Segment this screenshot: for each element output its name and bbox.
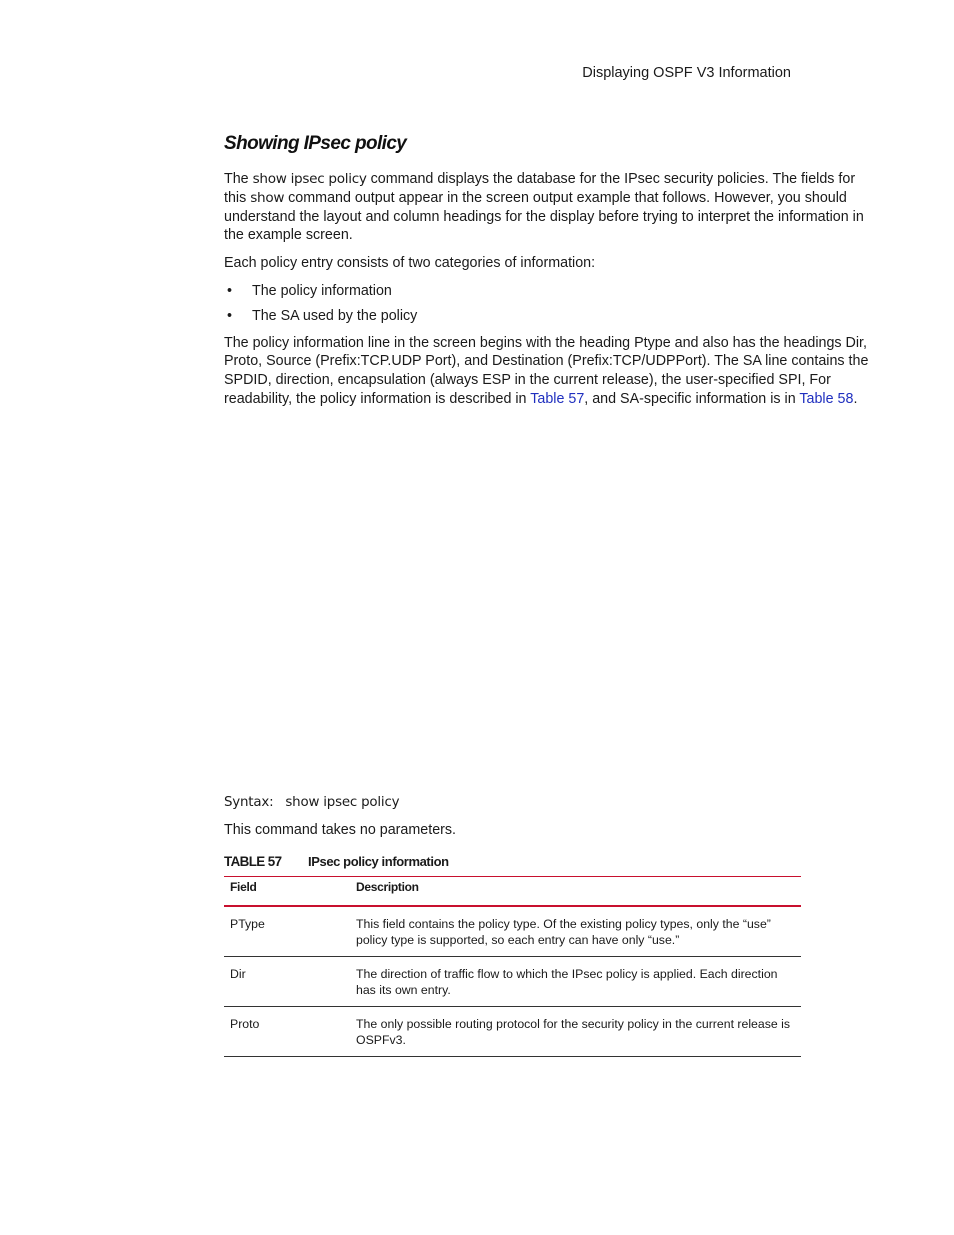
policy-text-3: . <box>853 390 858 407</box>
table-cell-description: This field contains the policy type. Of the existing policy types, only the “use” policy type is supported, so each entry can have only “use.” <box>350 906 801 957</box>
category-list <box>224 282 869 326</box>
bullet-icon: • <box>227 307 233 324</box>
table-row <box>224 957 801 1007</box>
command-show: show <box>250 189 285 206</box>
policy-text-1: The policy information line in the screen begins with the heading Ptype and also has the headings Dir, Proto, Source (Prefix:TCP.UDP Port), and Destination (Prefix:TCP/UDPPort). The SA line contains the SPDID, direction, encapsulation (always ESP in the current release), the user-specified SPI, For readability, the policy information is described in <box>224 334 869 407</box>
list-item <box>224 307 869 326</box>
no-params-text: This command takes no parameters. <box>224 822 457 838</box>
policy-text-2: , and SA-specific information is in <box>584 390 800 407</box>
table-number: TABLE 57 <box>224 854 282 869</box>
table-57-link[interactable]: Table 57 <box>530 390 585 407</box>
intro-paragraph <box>224 170 869 245</box>
running-header: Displaying OSPF V3 Information <box>582 65 791 81</box>
list-item-text: The policy information <box>252 282 392 299</box>
list-item-text: The SA used by the policy <box>252 307 418 324</box>
header-description: Description <box>350 877 801 907</box>
categories-paragraph: Each policy entry consists of two categories of information: <box>224 255 596 272</box>
list-item <box>224 282 869 301</box>
table-cell-field: PType <box>224 906 350 957</box>
table-header-row <box>224 877 801 907</box>
syntax-command: show ipsec policy <box>285 795 400 810</box>
intro-text-3: command output appear in the screen output example that follows. However, you should understand the layout and column headings for the display before trying to interpret the information in the example screen. <box>224 189 864 244</box>
table-cell-description: The direction of traffic flow to which the IPsec policy is applied. Each direction has its own entry. <box>350 957 801 1007</box>
table-title: IPsec policy information <box>308 854 449 869</box>
table-58-link[interactable]: Table 58 <box>799 390 854 407</box>
table-cell-field: Dir <box>224 957 350 1007</box>
table-row <box>224 1007 801 1057</box>
intro-text-2: command displays the database for the IPsec security policies. The fields for this <box>224 171 856 206</box>
ipsec-policy-table <box>224 876 801 1057</box>
table-row <box>224 906 801 957</box>
main-content <box>224 133 869 418</box>
section-title: Showing IPsec policy <box>224 133 407 154</box>
intro-text-1: The <box>224 171 253 187</box>
header-field: Field <box>224 877 350 907</box>
table-cell-description: The only possible routing protocol for the security policy in the current release is OSPFv3. <box>350 1007 801 1057</box>
table-cell-field: Proto <box>224 1007 350 1057</box>
policy-line-paragraph <box>224 334 869 409</box>
syntax-label: Syntax: <box>224 795 274 810</box>
bullet-icon: • <box>227 282 233 299</box>
table-caption <box>224 854 449 869</box>
command-show-ipsec-policy: show ipsec policy <box>252 171 367 187</box>
syntax-line <box>224 795 399 810</box>
